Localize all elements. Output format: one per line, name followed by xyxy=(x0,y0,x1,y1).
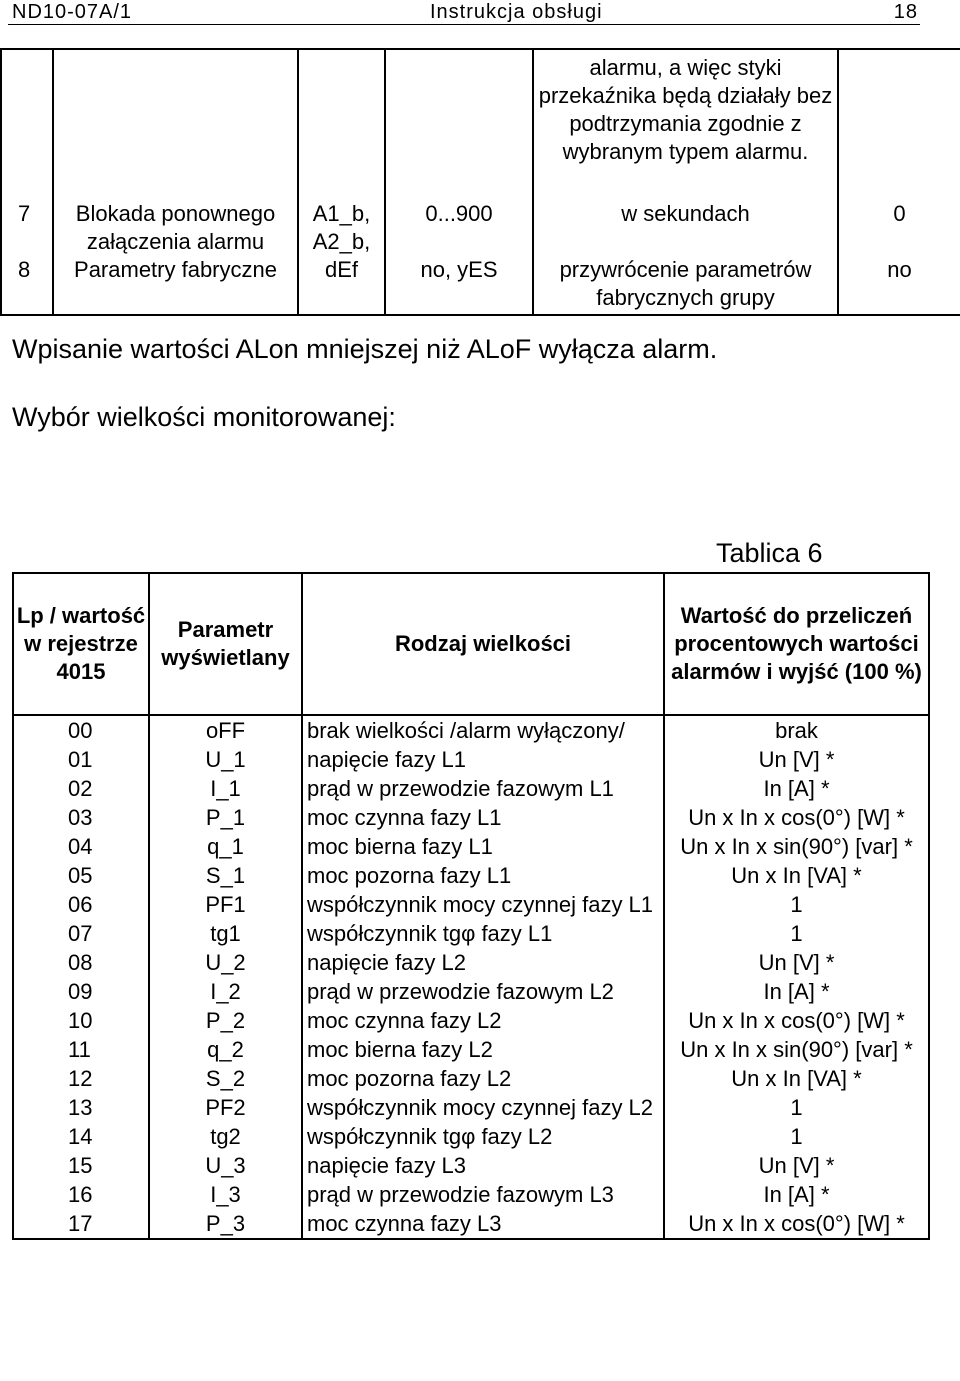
row-kind: moc pozorna fazy L2 xyxy=(302,1064,664,1093)
row-lp: 02 xyxy=(13,774,149,803)
row-lp: 16 xyxy=(13,1180,149,1209)
row-kind: moc bierna fazy L1 xyxy=(302,832,664,861)
row-kind: współczynnik tgφ fazy L2 xyxy=(302,1122,664,1151)
row-parameter: P_1 xyxy=(149,803,302,832)
row-value: In [A] * xyxy=(664,774,929,803)
row-parameter: I_1 xyxy=(149,774,302,803)
row-parameter: PF1 xyxy=(149,890,302,919)
row-value: Un [V] * xyxy=(664,948,929,977)
table-row xyxy=(13,948,929,977)
table-header-row xyxy=(13,573,929,715)
row-kind: napięcie fazy L3 xyxy=(302,1151,664,1180)
section-heading: Wybór wielkości monitorowanej: xyxy=(12,402,396,432)
table-row xyxy=(1,256,960,315)
parameters-table xyxy=(0,48,960,316)
table-row xyxy=(13,1006,929,1035)
parameter-name: Parametry fabryczne xyxy=(53,256,298,315)
row-value: Un [V] * xyxy=(664,1151,929,1180)
table-row xyxy=(13,1209,929,1239)
row-kind: moc czynna fazy L3 xyxy=(302,1209,664,1239)
row-value: Un x In x cos(0°) [W] * xyxy=(664,1209,929,1239)
parameter-default: no xyxy=(838,256,960,315)
row-kind: moc czynna fazy L1 xyxy=(302,803,664,832)
document-title: Instrukcja obsługi xyxy=(430,1,603,23)
table-row xyxy=(13,715,929,745)
row-number: 8 xyxy=(1,256,53,315)
row-value: In [A] * xyxy=(664,977,929,1006)
header-lp: Lp / wartość w rejestrze 4015 xyxy=(13,573,149,715)
table-row xyxy=(13,1180,929,1209)
table-row xyxy=(1,196,960,256)
row-parameter: tg1 xyxy=(149,919,302,948)
row-lp: 09 xyxy=(13,977,149,1006)
row-parameter: q_2 xyxy=(149,1035,302,1064)
parameter-symbol: A1_b, A2_b, xyxy=(298,196,385,256)
row-lp: 11 xyxy=(13,1035,149,1064)
parameter-symbol: dEf xyxy=(298,256,385,315)
row-parameter: P_2 xyxy=(149,1006,302,1035)
parameter-description: przywrócenie parametrów fabrycznych grupy xyxy=(533,256,838,315)
row-kind: brak wielkości /alarm wyłączony/ xyxy=(302,715,664,745)
row-lp: 17 xyxy=(13,1209,149,1239)
table-row xyxy=(13,861,929,890)
document-code: ND10-07A/1 xyxy=(12,1,133,23)
row-kind: prąd w przewodzie fazowym L2 xyxy=(302,977,664,1006)
continuation-cell: alarmu, a więc styki przekaźnika będą działały bez podtrzymania zgodnie z wybranym typem alarmu. xyxy=(533,49,838,196)
row-value: 1 xyxy=(664,1122,929,1151)
row-lp: 13 xyxy=(13,1093,149,1122)
table-row xyxy=(13,1151,929,1180)
table-row xyxy=(13,832,929,861)
row-kind: moc pozorna fazy L1 xyxy=(302,861,664,890)
table-row xyxy=(13,1093,929,1122)
row-parameter: S_2 xyxy=(149,1064,302,1093)
row-kind: współczynnik tgφ fazy L1 xyxy=(302,919,664,948)
row-value: Un x In x cos(0°) [W] * xyxy=(664,1006,929,1035)
row-parameter: U_3 xyxy=(149,1151,302,1180)
row-number: 7 xyxy=(1,196,53,256)
header-value: Wartość do przeliczeń procentowych wartości alarmów i wyjść (100 %) xyxy=(664,573,929,715)
row-value: Un x In [VA] * xyxy=(664,1064,929,1093)
parameter-description: w sekundach xyxy=(533,196,838,256)
row-value: Un x In x cos(0°) [W] * xyxy=(664,803,929,832)
row-lp: 05 xyxy=(13,861,149,890)
row-parameter: U_2 xyxy=(149,948,302,977)
page-number: 18 xyxy=(893,1,918,23)
row-parameter: tg2 xyxy=(149,1122,302,1151)
row-lp: 06 xyxy=(13,890,149,919)
row-value: Un x In [VA] * xyxy=(664,861,929,890)
row-lp: 04 xyxy=(13,832,149,861)
row-value: Un [V] * xyxy=(664,745,929,774)
row-kind: moc bierna fazy L2 xyxy=(302,1035,664,1064)
row-parameter: q_1 xyxy=(149,832,302,861)
table-row xyxy=(13,890,929,919)
table-row xyxy=(13,745,929,774)
table-row xyxy=(13,774,929,803)
row-parameter: I_2 xyxy=(149,977,302,1006)
monitored-quantity-table xyxy=(12,572,930,1240)
table-row xyxy=(13,977,929,1006)
header-kind: Rodzaj wielkości xyxy=(302,573,664,715)
row-kind: współczynnik mocy czynnej fazy L1 xyxy=(302,890,664,919)
row-value: 1 xyxy=(664,919,929,948)
row-lp: 10 xyxy=(13,1006,149,1035)
row-value: Un x In x sin(90°) [var] * xyxy=(664,832,929,861)
row-lp: 00 xyxy=(13,715,149,745)
row-lp: 15 xyxy=(13,1151,149,1180)
table-row xyxy=(13,919,929,948)
table-row xyxy=(1,49,960,196)
row-value: brak xyxy=(664,715,929,745)
row-value: 1 xyxy=(664,1093,929,1122)
row-lp: 12 xyxy=(13,1064,149,1093)
row-parameter: P_3 xyxy=(149,1209,302,1239)
table-row xyxy=(13,803,929,832)
table-row xyxy=(13,1064,929,1093)
row-parameter: S_1 xyxy=(149,861,302,890)
table-caption: Tablica 6 xyxy=(716,538,823,568)
row-kind: napięcie fazy L2 xyxy=(302,948,664,977)
row-lp: 08 xyxy=(13,948,149,977)
table-row xyxy=(13,1035,929,1064)
parameter-name: Blokada ponownego załączenia alarmu xyxy=(53,196,298,256)
row-lp: 01 xyxy=(13,745,149,774)
header-parameter: Parametr wyświetlany xyxy=(149,573,302,715)
row-value: 1 xyxy=(664,890,929,919)
row-parameter: I_3 xyxy=(149,1180,302,1209)
row-parameter: PF2 xyxy=(149,1093,302,1122)
parameter-range: 0...900 xyxy=(385,196,533,256)
row-lp: 07 xyxy=(13,919,149,948)
parameter-range: no, yES xyxy=(385,256,533,315)
row-kind: prąd w przewodzie fazowym L1 xyxy=(302,774,664,803)
row-lp: 03 xyxy=(13,803,149,832)
row-kind: współczynnik mocy czynnej fazy L2 xyxy=(302,1093,664,1122)
row-kind: napięcie fazy L1 xyxy=(302,745,664,774)
parameter-default: 0 xyxy=(838,196,960,256)
row-value: In [A] * xyxy=(664,1180,929,1209)
row-parameter: oFF xyxy=(149,715,302,745)
row-kind: prąd w przewodzie fazowym L3 xyxy=(302,1180,664,1209)
alarm-note: Wpisanie wartości ALon mniejszej niż ALoF wyłącza alarm. xyxy=(12,334,718,364)
table-row xyxy=(13,1122,929,1151)
row-kind: moc czynna fazy L2 xyxy=(302,1006,664,1035)
row-parameter: U_1 xyxy=(149,745,302,774)
row-value: Un x In x sin(90°) [var] * xyxy=(664,1035,929,1064)
page-header xyxy=(8,0,920,25)
row-lp: 14 xyxy=(13,1122,149,1151)
